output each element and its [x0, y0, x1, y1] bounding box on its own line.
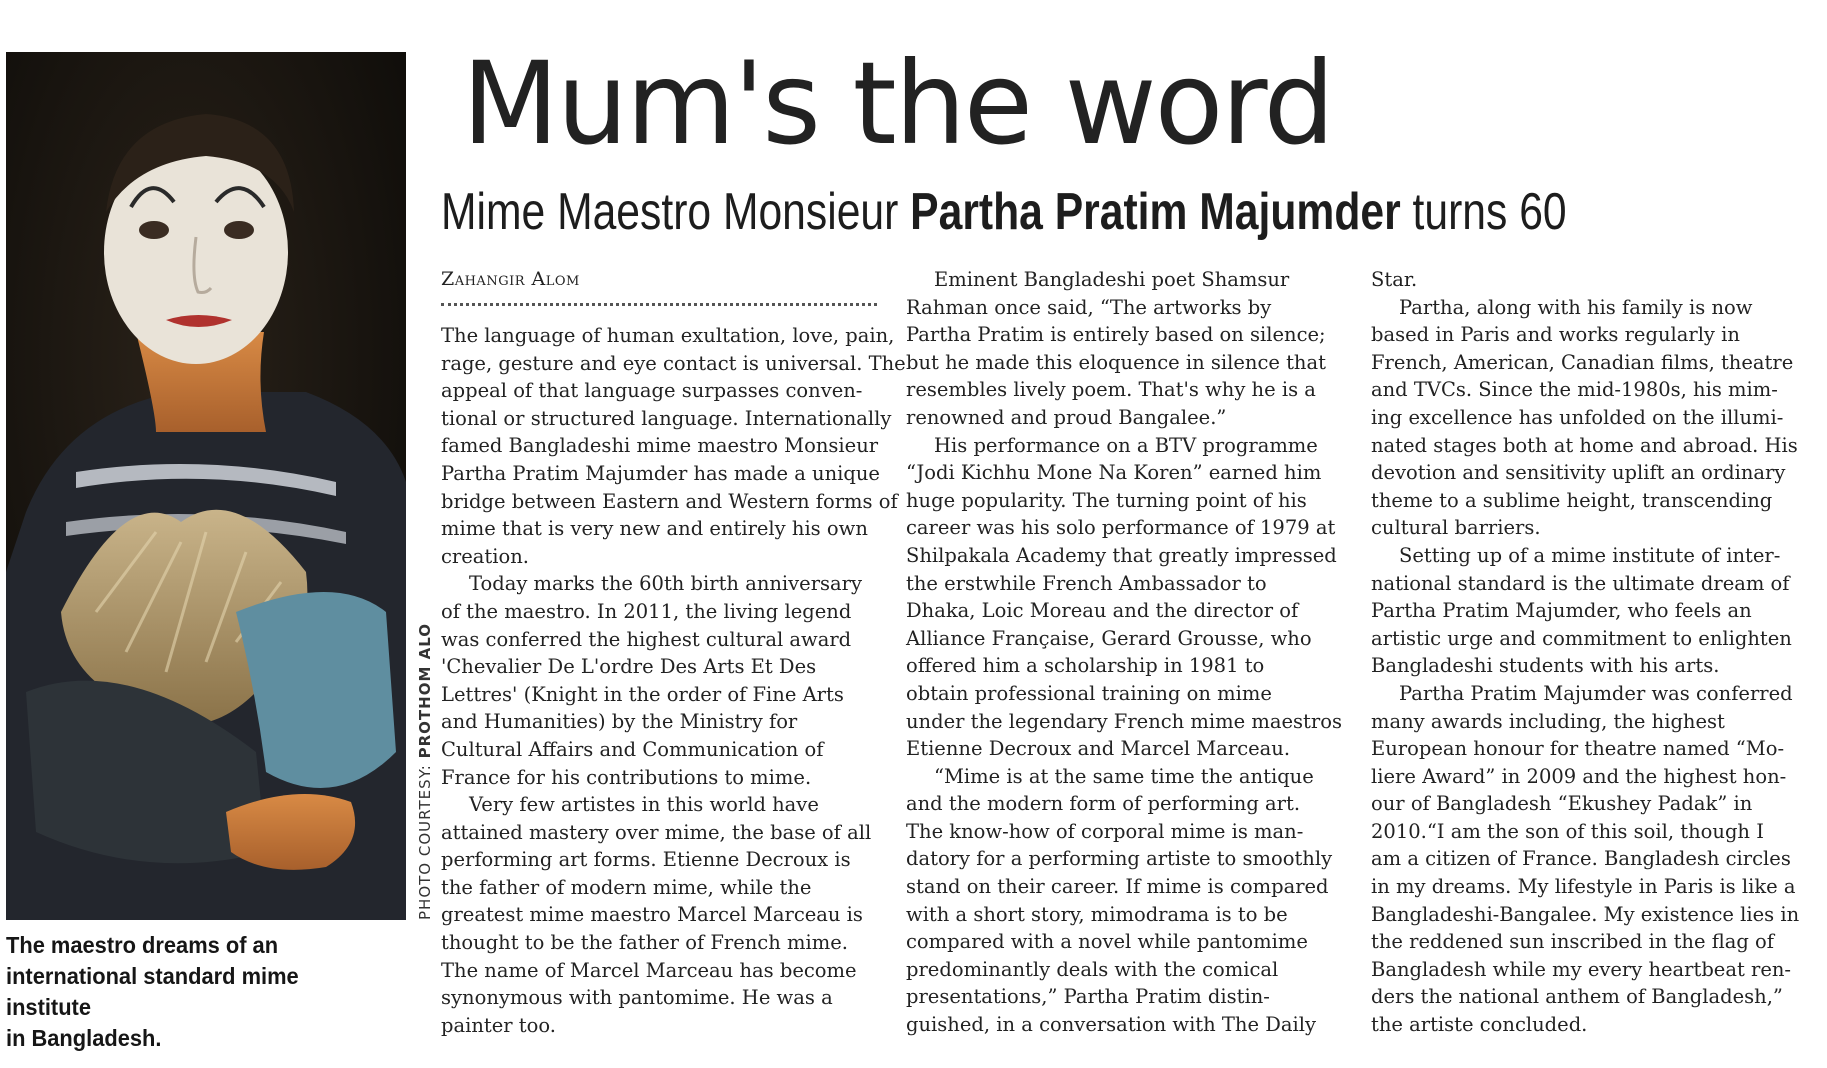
article-text-line: French, American, Canadian films, theatre: [1371, 350, 1794, 374]
article-text-line: Very few artistes in this world have: [469, 793, 819, 817]
article-text-line: our of Bangladesh “Ekushey Padak” in: [1371, 792, 1753, 816]
article-text-line: rage, gesture and eye contact is universal. The: [441, 351, 906, 375]
article-text-line: Cultural Affairs and Communication of: [441, 737, 824, 761]
article-text-line: Star.: [1371, 268, 1418, 291]
article-text-line: painter too.: [441, 1013, 556, 1037]
deck-suffix: turns 60: [1412, 183, 1567, 241]
byline-divider: [441, 303, 877, 306]
article-text-line: mime that is very new and entirely his own: [441, 517, 868, 541]
article-text-line: obtain professional training on mime: [906, 681, 1272, 705]
caption-line: The maestro dreams of an: [6, 932, 279, 958]
article-text-line: Today marks the 60th birth anniversary: [469, 572, 863, 596]
article-text-line: resembles lively poem. That's why he is a: [906, 378, 1316, 402]
article-text-line: performing art forms. Etienne Decroux is: [441, 848, 851, 872]
article-text-line: in my dreams. My lifestyle in Paris is like a: [1371, 875, 1796, 899]
article-text-line: and TVCs. Since the mid-1980s, his mim-: [1371, 378, 1778, 402]
article-text-line: bridge between Eastern and Western forms of: [441, 489, 898, 513]
article-column-3: [1371, 266, 1811, 1039]
article-text-line: was conferred the highest cultural award: [441, 627, 852, 651]
article-column-2: [906, 266, 1346, 1039]
deck-prefix: Mime Maestro Monsieur: [441, 183, 899, 241]
photo-credit-source: PROTHOM ALO: [416, 622, 434, 759]
article-text-line: under the legendary French mime maestros: [906, 709, 1342, 733]
mime-photo: [6, 52, 406, 920]
photo-caption: [6, 930, 378, 1054]
article-text-line: ders the national anthem of Bangladesh,”: [1371, 985, 1783, 1009]
article-text-line: datory for a performing artiste to smoothly: [906, 847, 1333, 871]
article-text-line: Lettres' (Knight in the order of Fine Arts: [441, 682, 844, 706]
article-text-line: Bangladeshi-Bangalee. My existence lies in: [1371, 902, 1800, 926]
article-text-line: predominantly deals with the comical: [906, 957, 1279, 981]
article-text-line: guished, in a conversation with The Daily: [906, 1013, 1316, 1037]
article-text-line: ing excellence has unfolded on the illumi-: [1371, 405, 1784, 429]
article-text-line: devotion and sensitivity uplift an ordinary: [1371, 461, 1786, 485]
article-text-line: cultural barriers.: [1371, 516, 1541, 540]
caption-line: international standard mime institute: [6, 963, 299, 1020]
article-text-line: The language of human exultation, love, pain,: [441, 324, 895, 347]
article-text-line: liere Award” in 2009 and the highest hon-: [1371, 764, 1787, 788]
photo-credit-prefix: PHOTO COURTESY:: [416, 764, 434, 920]
author-byline: Zahangir Alom: [441, 268, 580, 290]
article-text-line: based in Paris and works regularly in: [1371, 323, 1740, 347]
article-text-line: career was his solo performance of 1979 at: [906, 516, 1336, 540]
article-text-line: The name of Marcel Marceau has become: [441, 958, 857, 982]
caption-line: in Bangladesh.: [6, 1025, 162, 1051]
article-text-line: of the maestro. In 2011, the living legend: [441, 599, 852, 623]
article-text-line: Setting up of a mime institute of inter-: [1399, 543, 1781, 567]
article-text-line: with a short story, mimodrama is to be: [906, 902, 1288, 926]
article-text-line: am a citizen of France. Bangladesh circles: [1371, 847, 1791, 871]
article-headline: Mum's the word: [462, 37, 1333, 170]
article-text-line: 'Chevalier De L'ordre Des Arts Et Des: [441, 655, 817, 679]
article-text-line: huge popularity. The turning point of his: [906, 488, 1307, 512]
article-text-line: European honour for theatre named “Mo-: [1371, 737, 1785, 761]
article-text-line: artistic urge and commitment to enlighten: [1371, 626, 1792, 650]
article-text-line: Bangladeshi students with his arts.: [1371, 654, 1720, 678]
article-text-line: Partha Pratim is entirely based on silence;: [906, 323, 1326, 347]
article-text-line: The know-how of corporal mime is man-: [906, 819, 1304, 843]
article-text-line: attained mastery over mime, the base of all: [441, 820, 872, 844]
article-text-line: Shilpakala Academy that greatly impressed: [906, 543, 1337, 567]
article-text-line: Rahman once said, “The artworks by: [906, 295, 1272, 319]
article-text-line: “Mime is at the same time the antique: [934, 764, 1314, 788]
article-text-line: Partha Pratim Majumder was conferred: [1399, 681, 1793, 705]
article-text-line: greatest mime maestro Marcel Marceau is: [441, 903, 863, 927]
article-text-line: and the modern form of performing art.: [906, 792, 1301, 816]
article-column-1: [441, 322, 906, 1039]
article-deck: [441, 182, 1567, 242]
article-text-line: the reddened sun inscribed in the flag of: [1371, 930, 1774, 954]
article-text-line: Partha Pratim Majumder, who feels an: [1371, 599, 1752, 623]
article-text-line: France for his contributions to mime.: [441, 765, 812, 789]
article-text-line: Partha Pratim Majumder has made a unique: [441, 461, 880, 485]
article-text-line: famed Bangladeshi mime maestro Monsieur: [441, 434, 879, 458]
article-text-line: the artiste concluded.: [1371, 1013, 1588, 1037]
article-text-line: stand on their career. If mime is compared: [906, 875, 1329, 899]
article-text-line: the father of modern mime, while the: [441, 875, 812, 899]
article-text-line: national standard is the ultimate dream of: [1371, 571, 1790, 595]
deck-name: Partha Pratim Majumder: [910, 183, 1401, 241]
article-text-line: thought to be the father of French mime.: [441, 931, 848, 955]
article-text-line: compared with a novel while pantomime: [906, 930, 1308, 954]
article-text-line: and Humanities) by the Ministry for: [441, 710, 798, 734]
article-text-line: 2010.“I am the son of this soil, though I: [1371, 819, 1764, 843]
article-text-line: many awards including, the highest: [1371, 709, 1725, 733]
article-text-line: theme to a sublime height, transcending: [1371, 488, 1773, 512]
article-text-line: creation.: [441, 544, 529, 568]
article-text-line: “Jodi Kichhu Mone Na Koren” earned him: [906, 461, 1322, 485]
article-text-line: Partha, along with his family is now: [1399, 295, 1753, 319]
article-text-line: synonymous with pantomime. He was a: [441, 986, 833, 1010]
article-text-line: Alliance Française, Gerard Grousse, who: [906, 626, 1312, 650]
mime-portrait-illustration: [6, 52, 406, 920]
article-text-line: Etienne Decroux and Marcel Marceau.: [906, 737, 1291, 761]
article-text-line: presentations,” Partha Pratim distin-: [906, 985, 1270, 1009]
article-text-line: Bangladesh while my every heartbeat ren-: [1371, 957, 1792, 981]
article-text-line: His performance on a BTV programme: [934, 433, 1318, 457]
article-text-line: nated stages both at home and abroad. His: [1371, 433, 1798, 457]
article-text-line: tional or structured language. Internationally: [441, 406, 892, 430]
article-text-line: Eminent Bangladeshi poet Shamsur: [934, 268, 1290, 291]
article-text-line: Dhaka, Loic Moreau and the director of: [906, 599, 1299, 623]
article-text-line: appeal of that language surpasses conven-: [441, 379, 863, 403]
article-text-line: but he made this eloquence in silence that: [906, 350, 1326, 374]
photo-credit: [416, 623, 434, 920]
article-text-line: renowned and proud Bangalee.”: [906, 405, 1227, 429]
article-text-line: offered him a scholarship in 1981 to: [906, 654, 1265, 678]
article-text-line: the erstwhile French Ambassador to: [906, 571, 1267, 595]
